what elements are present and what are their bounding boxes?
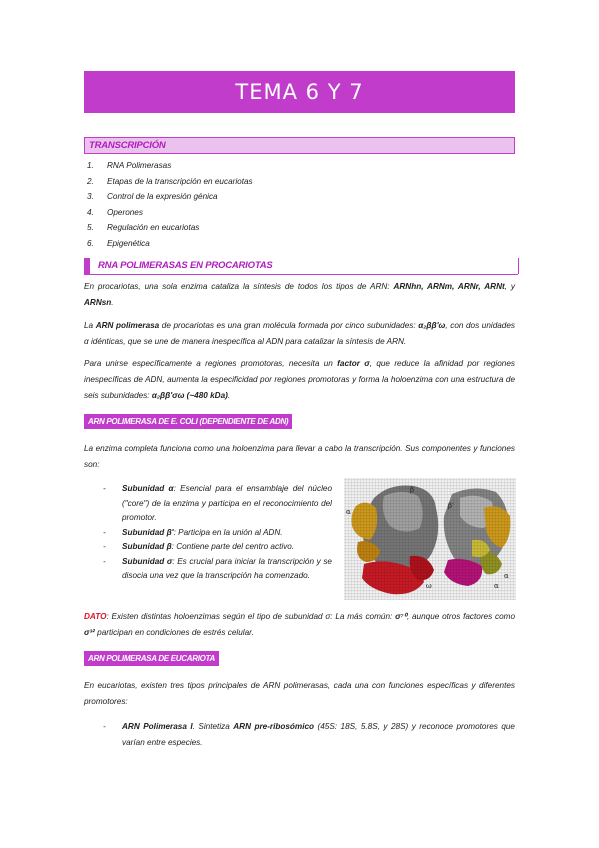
dato-label: DATO (84, 612, 107, 621)
eucariota-polymerase-list (100, 719, 515, 751)
figure-label-beta-prime: β' (448, 502, 454, 510)
figure-label-alpha: α (504, 572, 509, 580)
toc-list (84, 158, 253, 251)
toc-item: 1. RNA Polimerasas (87, 161, 172, 170)
toc-item: 6. Epigenética (87, 238, 150, 248)
paragraph-procariotas-1: En procariotas, una sola enzima cataliza la síntesis de todos los tipos de ARN: ARNhn, ARNm, ARNr, ARNt, y ARNsn. (84, 282, 515, 307)
toc-item: 5. Regulación en eucariotas (87, 223, 200, 232)
figure-label-beta: β (410, 486, 415, 494)
figure-label-alpha: α (346, 508, 351, 516)
paragraph-dato: DATO: Existen distintas holoenzimas según el tipo de subunidad σ: La más común: σ⁷⁰, aunque otros factores como σ³² participan en condiciones de estrés celular. (84, 612, 516, 637)
paragraph-procariotas-3: Para unirse específicamente a regiones promotoras, necesita un factor σ, que reduce la afinidad por regiones inespecíficas de ADN, aumenta la especificidad por regiones promotoras y forma la holoenzima con una estructura de seis subunidades: α₂ββ'σω (~480 kDa). (84, 359, 515, 400)
list-item: - Subunidad β: Contiene parte del centro activo. (100, 540, 332, 555)
list-item: - Subunidad α: Esencial para el ensamblaje del núcleo ("core") de la enzima y participa en el reconocimiento del promotor. (100, 482, 332, 526)
figure-label-alpha: α (494, 582, 499, 590)
toc-item: 4. Operones (87, 207, 143, 217)
paragraph-procariotas-2: La ARN polimerasa de procariotas es una gran molécula formada por cinco subunidades: α₂ββ'ω, con dos unidades α idénticas, que se une de manera inespecífica al ADN para catalizar la síntesis de ARN. (84, 321, 516, 346)
toc-item: 3. Control de la expresión génica (87, 192, 218, 201)
section-heading-transcripcion: TRANSCRIPCIÓN (84, 137, 515, 154)
ecoli-subunit-list (100, 482, 332, 584)
title-banner (84, 71, 515, 113)
page-title: TEMA 6 Y 7 (235, 80, 364, 104)
subsection-tag-ecoli: ARN POLIMERASA DE E. COLI (DEPENDIENTE DE ADN) (84, 414, 292, 429)
section-heading-procariotas: RNA POLIMERASAS EN PROCARIOTAS (84, 258, 518, 275)
subsection-tag-eucariota: ARN POLIMERASA DE EUCARIOTA (84, 651, 219, 666)
rna-polymerase-structure-image (344, 478, 516, 600)
list-item: - ARN Polimerasa I. Sintetiza ARN pre-ribosómico (45S: 18S, 5.8S, y 28S) y reconoce promotores que varían entre especies. (100, 719, 515, 751)
list-item: - Subunidad σ: Es crucial para iniciar la transcripción y se disocia una vez que la transcripción ha comenzado. (100, 555, 332, 584)
paragraph-eucariota-intro: En eucariotas, existen tres tipos principales de ARN polimerasas, cada una con funciones específicas y diferentes promotores: (84, 681, 515, 706)
paragraph-ecoli-intro: La enzima completa funciona como una holoenzima para llevar a cabo la transcripción. Sus componentes y funciones son: (84, 444, 515, 469)
toc-item: 2. Etapas de la transcripción en eucariotas (87, 176, 253, 186)
list-item: - Subunidad β': Participa en la unión al ADN. (100, 526, 332, 541)
figure-label-omega: ω (426, 582, 432, 590)
